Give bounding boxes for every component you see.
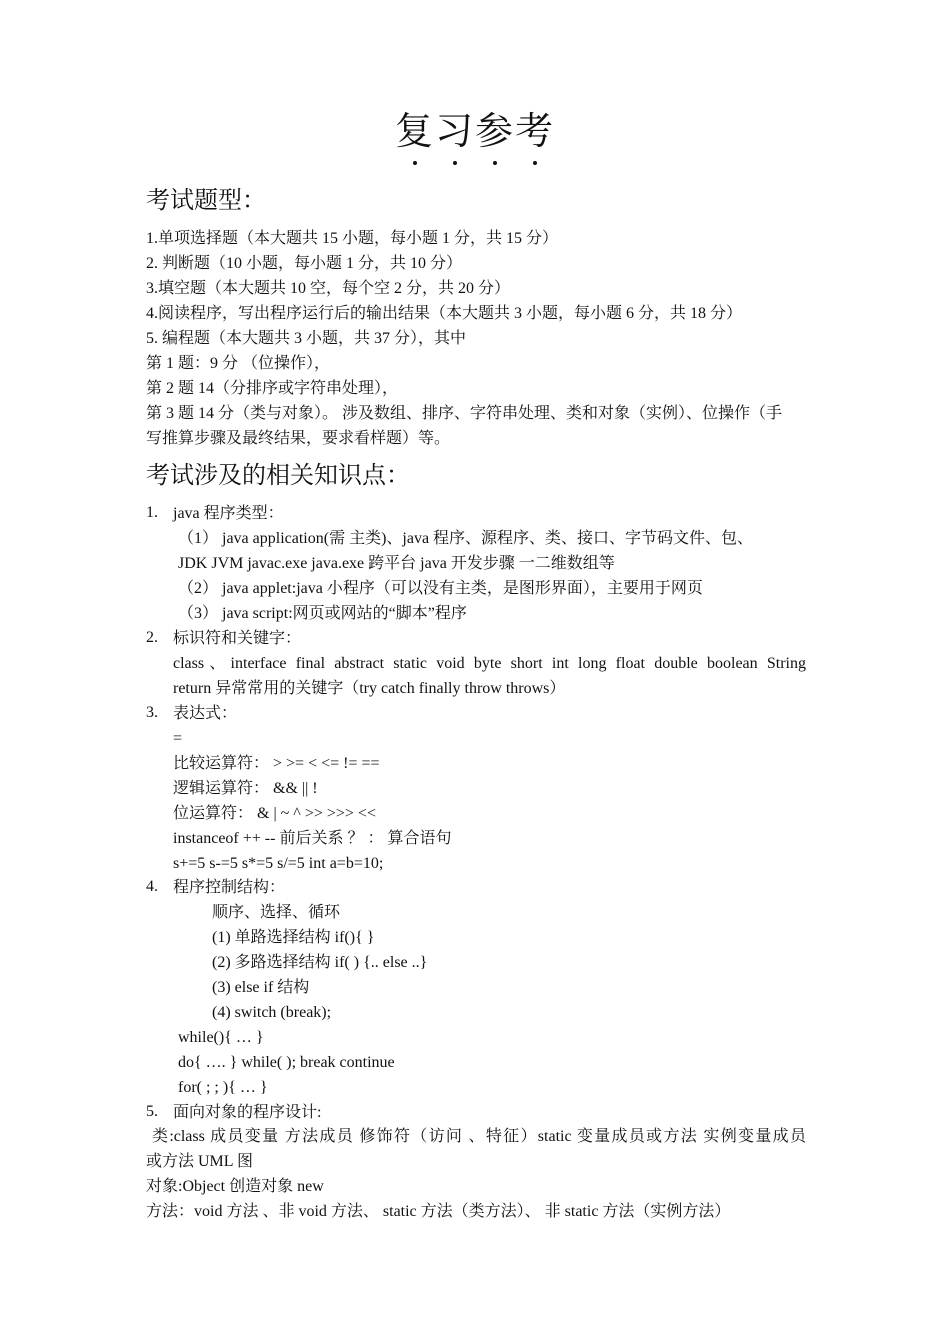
list-number: 2. (146, 629, 158, 646)
section-heading-knowledge-points: 考试涉及的相关知识点： (146, 463, 410, 489)
title-char: 考 (515, 100, 555, 155)
exam-type-line: 5. 编程题（本大题共 3 小题，共 37 分），其中 (146, 330, 467, 347)
title-char: 习 (435, 100, 475, 155)
list-item-label: 程序控制结构： (173, 879, 286, 896)
list-item-label: java 程序类型： (173, 505, 284, 522)
list-item-text: 对象:Object 创造对象 new (146, 1178, 324, 1195)
title-char: 参 (475, 100, 515, 155)
list-item-text: instanceof ++ -- 前后关系 ？ ： 算合语句 (173, 830, 452, 847)
list-item-text: 方法：void 方法 、非 void 方法、 static 方法（类方法）、 非 static 方法（实例方法） (146, 1203, 731, 1220)
title-char: 复 (395, 100, 435, 155)
list-item-text: 或方法 UML 图 (146, 1153, 253, 1170)
exam-type-line: 第 3 题 14 分（类与对象）。 涉及数组、排序、字符串处理、类和对象（实例）、位操作（手 (146, 405, 783, 422)
list-item-text: (1) 单路选择结构 if(){ } (212, 929, 375, 946)
list-item-text: （3） java script:网页或网站的“脚本”程序 (178, 605, 467, 622)
list-item-text: 逻辑运算符： && || ! (173, 780, 318, 797)
list-item-text: for( ; ; ){ … } (178, 1079, 268, 1096)
exam-type-line: 4.阅读程序，写出程序运行后的输出结果（本大题共 3 小题，每小题 6 分，共 18 分） (146, 305, 743, 322)
list-item-label: 标识符和关键字： (173, 630, 302, 647)
list-number: 5. (146, 1103, 158, 1120)
list-number: 3. (146, 704, 158, 721)
list-item-text: do{ …. } while( ); break continue (178, 1054, 395, 1071)
list-item-text: s+=5 s-=5 s*=5 s/=5 int a=b=10; (173, 855, 384, 872)
list-item-text: （1） java application(需 主类)、java 程序、源程序、类、接口、字节码文件、包、 (178, 530, 754, 547)
list-item-text: 位运算符： & | ~ ^ >> >>> << (173, 805, 376, 822)
exam-type-line: 3.填空题（本大题共 10 空，每个空 2 分，共 20 分） (146, 280, 511, 297)
list-item-text: while(){ … } (178, 1029, 264, 1046)
keyword-list: class、interface final abstract static void byte short int long float double boolean String (173, 655, 806, 672)
list-item-text: 顺序、选择、循环 (212, 904, 341, 921)
list-item-label: 表达式： (173, 705, 238, 722)
page-title (0, 100, 950, 155)
list-number: 4. (146, 878, 158, 895)
list-item-label: 面向对象的程序设计: (173, 1104, 322, 1121)
list-item-text: 比较运算符： > >= < <= != == (173, 755, 380, 772)
list-item-text: (2) 多路选择结构 if( ) {.. else ..} (212, 954, 428, 971)
exam-type-line: 1.单项选择题（本大题共 15 小题，每小题 1 分，共 15 分） (146, 230, 559, 247)
exam-type-line: 写推算步骤及最终结果，要求看样题）等。 (146, 430, 451, 447)
list-item-text: (4) switch (break); (212, 1004, 332, 1021)
list-item-text: JDK JVM javac.exe java.exe 跨平台 java 开发步骤 一二维数组等 (178, 555, 615, 572)
list-item-text: = (173, 730, 183, 747)
list-item-text: (3) else if 结构 (212, 979, 310, 996)
section-heading-exam-types: 考试题型： (146, 188, 266, 214)
list-item-text: 类:class 成员变量 方法成员 修饰符（访问 、特征）static 变量成员或方法 实例变量成员 (152, 1128, 806, 1145)
exam-type-line: 第 1 题：9 分 （位操作）， (146, 355, 331, 372)
list-item-text: （2） java applet:java 小程序（可以没有主类，是图形界面），主要用于网页 (178, 580, 703, 597)
exam-type-line: 第 2 题 14（分排序或字符串处理）， (146, 380, 399, 397)
list-item-text: return 异常常用的关键字（try catch finally throw throws） (173, 680, 566, 697)
exam-type-line: 2. 判断题（10 小题，每小题 1 分，共 10 分） (146, 255, 463, 272)
list-number: 1. (146, 504, 158, 521)
